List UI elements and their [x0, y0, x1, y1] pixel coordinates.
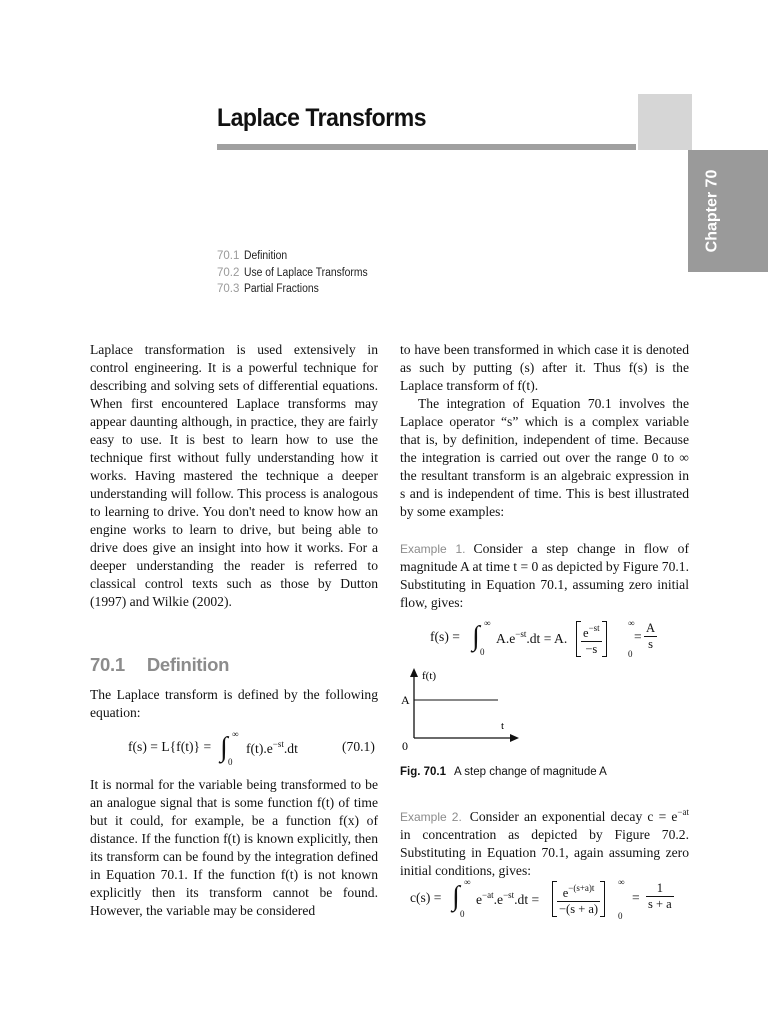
section-heading — [90, 654, 229, 676]
ex1-upper: ∞ — [484, 618, 491, 628]
equation-70-1 — [128, 731, 378, 771]
ex2-result: $\frac{1}{s + a}$ — [648, 881, 672, 911]
ex2-integrand: $e^{-at}.e^{-st}.dt$ = — [476, 890, 540, 907]
equation-integrand: $f(t).e^{-st}.dt$ — [246, 739, 298, 756]
example-2-text-b: in concentration as depicted by Figure 70.2. Substituting in Equation 70.1, again assuming zero initial conditions, gives: — [400, 827, 689, 878]
ex2-lhs: c(s) = — [410, 890, 442, 905]
section-title: Definition — [146, 654, 230, 675]
ex1-bracket-expression: $\frac{e^{-st}}{-s}$ — [576, 621, 607, 657]
section-number: 70.1 — [90, 654, 125, 675]
ex2-upper: ∞ — [464, 877, 471, 887]
example-2-equation — [410, 877, 680, 923]
chapter-tab — [688, 150, 768, 272]
ex1-bracket-upper: ∞ — [628, 618, 635, 628]
ex1-bracket-lower: 0 — [628, 649, 633, 659]
toc-number: 70.1 — [217, 250, 240, 262]
ex1-lower: 0 — [480, 647, 485, 657]
toc-item[interactable] — [217, 248, 381, 265]
after-equation-block — [90, 776, 378, 920]
integral-sign: ∫ — [220, 732, 228, 763]
left-column — [90, 341, 378, 611]
definition-paragraph: The Laplace transform is defined by the following equation: — [90, 687, 378, 720]
after-equation-paragraph: It is normal for the variable being transformed to be an analogue signal that is some function f(t) of time but it could, for example, be a function f(x) of distance. If the function f(t) is known explicitly, then its transform can be found by the integration defined in Equation 70.1. If the function f(t) is not known explicitly then its transform cannot be found. However, the variable may be considered — [90, 777, 378, 918]
figure-70-1 — [398, 664, 528, 756]
toc-label: Partial Fractions — [244, 283, 319, 295]
title-rule — [217, 144, 636, 150]
example-2-exp: −at — [677, 807, 689, 817]
equation-number: (70.1) — [342, 739, 375, 754]
laplace-operator-paragraph: The integration of Equation 70.1 involves the Laplace operator “s” which is a complex variable that is, by definition, independent of time. Because the integration is carried out over the range 0 to ∞ the resultant transform is an algebraic expression in s and is independent of time. This is best illustrated by some examples: — [400, 396, 689, 519]
continued-paragraph: to have been transformed in which case it is denoted as such by putting (s) after it. Thus f(s) is the Laplace transform of f(t). — [400, 342, 689, 393]
example-2-label: Example 2. — [400, 810, 462, 824]
toc-label: Definition — [244, 250, 288, 262]
level-label: A — [401, 693, 410, 707]
toc-item[interactable] — [217, 281, 381, 298]
figure-number: Fig. 70.1 — [400, 766, 447, 778]
integral-sign: ∫ — [472, 621, 480, 652]
example-1-text: Consider a step change in flow of magnitude A at time t = 0 as depicted by Figure 70.1. Substituting in Equation 70.1, assuming zero initial flow, gives: — [400, 541, 689, 610]
toc-number: 70.3 — [217, 283, 240, 295]
definition-block — [90, 686, 378, 722]
integral-sign: ∫ — [452, 881, 460, 912]
ex2-lower: 0 — [460, 909, 465, 919]
chapter-tab-label: Chapter 70 — [703, 169, 721, 253]
equation-lhs: f(s) = L{f(t)} = — [128, 739, 212, 754]
ex2-bracket-expression: $\frac{e^{-(s+a)t}}{-(s + a)}$ — [552, 881, 605, 917]
integral-lower: 0 — [228, 757, 233, 767]
ex2-bracket-lower: 0 — [618, 911, 623, 921]
example-2 — [400, 803, 689, 880]
example-1-label: Example 1. — [400, 542, 466, 556]
toc-label: Use of Laplace Transforms — [244, 266, 368, 279]
intro-paragraph: Laplace transformation is used extensively in control engineering. It is a powerful technique for describing and solving sets of differential equations. When first encountered Laplace transforms may appear daunting although, in practice, they are fairly easy to use. It is best to learn how to use the technique first without fully understanding how it works. Having mastered the technique a deeper understanding will follow. This process is analogous to learning to drive. You don't need to know how an engine works to learn to drive, but being able to drive does give an insight into how it works. For a deeper understanding the reader is referred to classical control texts such as those by Dutton (1997) and Wilkie (2002). — [90, 342, 378, 609]
example-2-text-a: Consider an exponential decay c = e — [469, 809, 678, 824]
toc-number: 70.2 — [217, 266, 240, 279]
corner-decoration — [638, 94, 692, 150]
ex1-result: $\frac{A}{s}$ — [646, 621, 656, 651]
figure-caption-text: A step change of magnitude A — [454, 766, 607, 778]
ex1-lhs: f(s) = — [430, 629, 460, 644]
x-axis-label: t — [501, 720, 505, 732]
x-axis-arrow — [510, 734, 519, 742]
chapter-title: Laplace Transforms — [217, 104, 427, 132]
ex2-bracket-upper: ∞ — [618, 877, 625, 887]
origin-label: 0 — [402, 739, 408, 753]
ex1-integrand: $A.e^{-st}.dt = A$. — [496, 629, 568, 646]
y-axis-arrow — [410, 668, 418, 677]
chapter-contents — [217, 248, 381, 298]
y-axis-label: f(t) — [422, 670, 437, 682]
toc-item[interactable] — [217, 265, 381, 282]
example-1-equation — [430, 618, 670, 662]
ex2-equals: = — [632, 890, 640, 905]
integral-upper: ∞ — [232, 729, 239, 739]
ex1-equals: = — [634, 629, 642, 644]
example-1 — [400, 540, 689, 612]
right-column — [400, 341, 689, 521]
figure-caption — [400, 766, 607, 778]
